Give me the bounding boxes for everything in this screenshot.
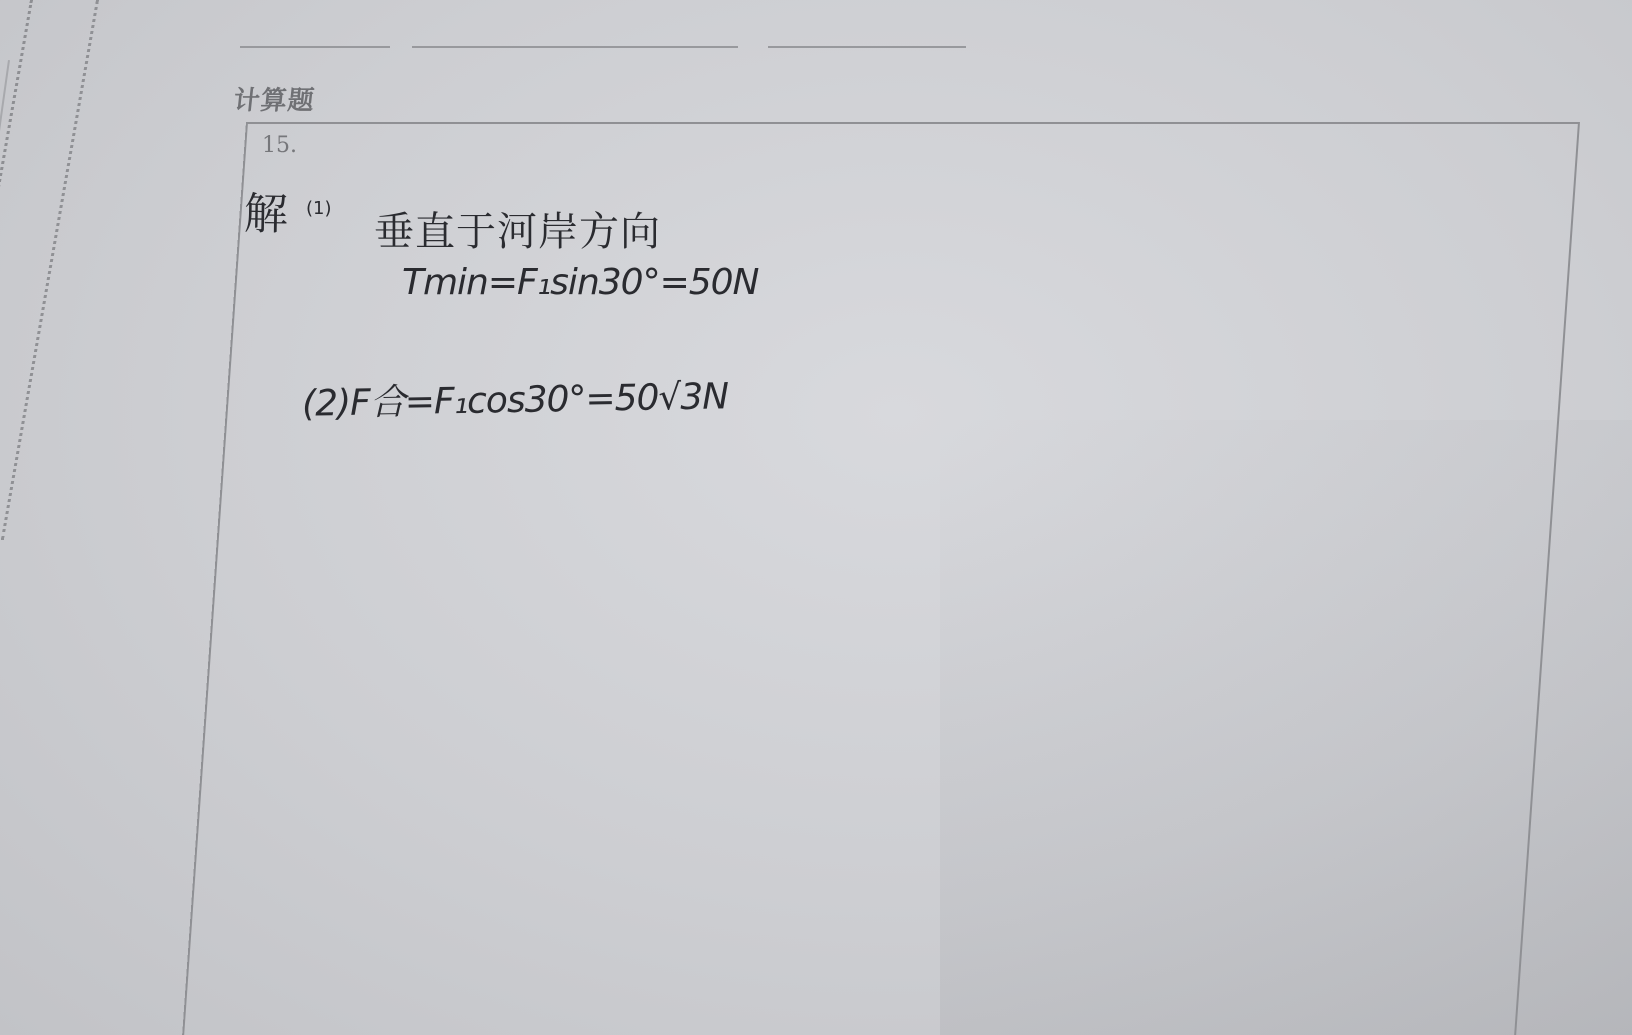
handwritten-part1-marker: (1) [306, 198, 332, 219]
question-number: 15. [262, 133, 297, 158]
handwritten-direction-text: 垂直于河岸方向 [374, 209, 661, 255]
section-title: 计算题 [232, 86, 317, 116]
handwritten-solve-label: 解 [243, 188, 289, 241]
handwritten-equation-1: Tmin=F₁sin30°=50N [402, 262, 759, 303]
answer-box [176, 122, 1580, 1035]
handwritten-equation-2: (2)F合=F₁cos30°=50√3N [301, 376, 729, 425]
